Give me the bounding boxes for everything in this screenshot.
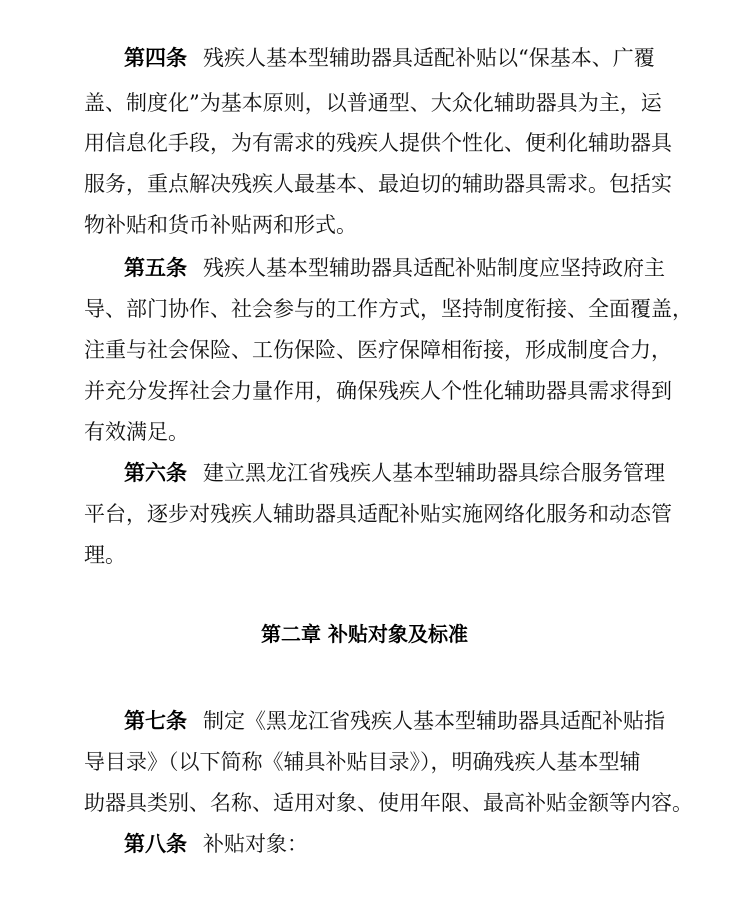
article-4-text: 服务，重点解决残疾人最基本、最迫切的辅助器具需求。包括实 (84, 172, 672, 196)
article-5-line-5 (0, 412, 729, 452)
article-5-text: 残疾人基本型辅助器具适配补贴制度应坚持政府主 (203, 256, 665, 280)
article-6-text: 平台，逐步对残疾人辅助器具适配补贴实施网络化服务和动态管 (84, 502, 672, 526)
article-5-line-1 (0, 248, 729, 288)
article-6-text: 理。 (84, 543, 126, 567)
article-7-text: 导目录》（以下简称《辅具补贴目录》），明确残疾人基本型辅 (84, 750, 641, 774)
article-7-line-3 (0, 783, 729, 823)
article-6-line-2 (0, 494, 729, 534)
article-5-text: 注重与社会保险、工伤保险、医疗保障相衔接，形成制度合力， (84, 338, 672, 362)
article-6-heading: 第六条 (124, 461, 187, 485)
chapter-2-heading-line (0, 614, 729, 654)
article-6-line-3 (0, 535, 729, 575)
article-5-text: 并充分发挥社会力量作用，确保残疾人个性化辅助器具需求得到 (84, 379, 672, 403)
article-4-line-5 (0, 205, 729, 245)
chapter-2-title: 第二章 补贴对象及标准 (261, 622, 468, 646)
article-4-heading: 第四条 (124, 46, 187, 70)
article-7-line-2 (0, 742, 729, 782)
article-7-text: 助器具类别、名称、适用对象、使用年限、最高补贴金额等内容。 (84, 791, 693, 815)
article-5-line-2 (0, 289, 729, 329)
article-7-text: 制定《黑龙江省残疾人基本型辅助器具适配补贴指 (203, 709, 665, 733)
article-5-line-4 (0, 371, 729, 411)
article-5-line-3 (0, 330, 729, 370)
article-4-line-4 (0, 164, 729, 204)
article-8-line-1 (0, 824, 729, 864)
article-4-line-3 (0, 123, 729, 163)
article-4-text: 残疾人基本型辅助器具适配补贴以“保基本、广覆 (203, 46, 655, 70)
article-4-line-1 (0, 38, 729, 78)
article-5-heading: 第五条 (124, 256, 187, 280)
article-4-text: 物补贴和货币补贴两和形式。 (84, 213, 357, 237)
article-7-heading: 第七条 (124, 709, 187, 733)
article-8-heading: 第八条 (124, 832, 187, 856)
article-4-text: 盖、制度化”为基本原则，以普通型、大众化辅助器具为主，运 (84, 91, 662, 115)
article-4-text: 用信息化手段，为有需求的残疾人提供个性化、便利化辅助器具 (84, 131, 672, 155)
article-7-line-1 (0, 701, 729, 741)
article-5-text: 导、部门协作、社会参与的工作方式，坚持制度衔接、全面覆盖， (84, 297, 693, 321)
article-6-text: 建立黑龙江省残疾人基本型辅助器具综合服务管理 (203, 461, 665, 485)
article-8-text: 补贴对象： (203, 832, 308, 856)
article-6-line-1 (0, 453, 729, 493)
article-5-text: 有效满足。 (84, 420, 189, 444)
article-4-line-2 (0, 83, 729, 123)
